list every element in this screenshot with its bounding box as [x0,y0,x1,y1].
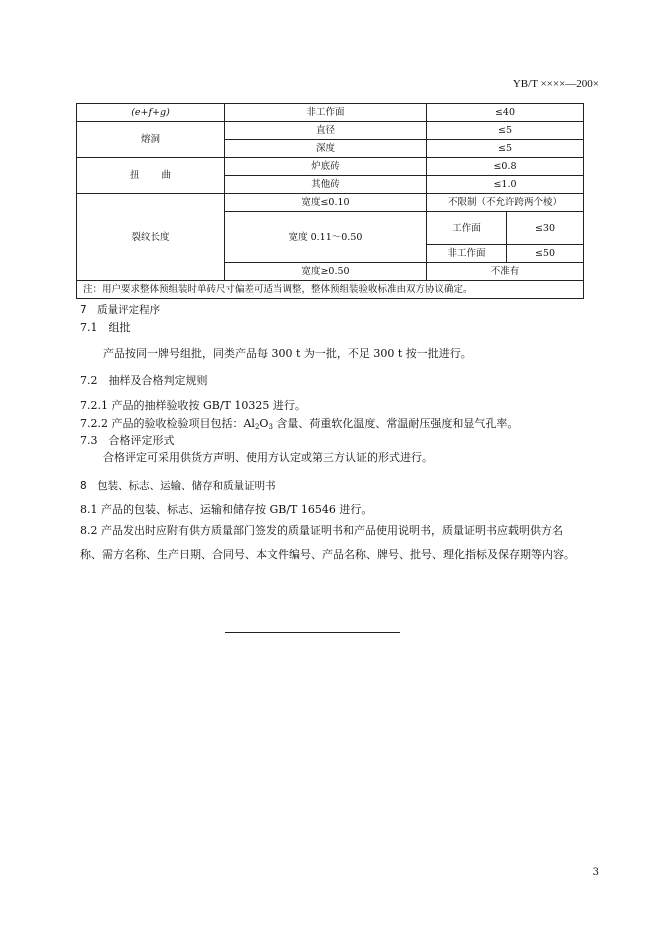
section-8-1: 8.1 产品的包装、标志、运输和储存按 GB/T 16546 进行。 [80,503,373,516]
face-label: 工作面 [427,212,507,245]
row-value: 不限制（不允许跨两个棱） [427,194,584,212]
section-7-3-title: 7.3 合格评定形式 [80,434,175,447]
section-8-2-line-1: 8.2 产品发出时应附有供方质量部门签发的质量证明书和产品使用说明书，质量证明书应载明供方名 [80,524,563,537]
row-label [77,158,225,194]
face-value: ≤30 [507,212,584,245]
table-row [77,104,584,122]
row-sub-label: 宽度 0.11～0.50 [225,212,427,263]
section-7-2-2 [80,417,518,434]
row-sub-label: 宽度≥0.50 [225,263,427,281]
row-sub-label: 直径 [225,122,427,140]
subscript: 3 [268,423,273,431]
row-value: ≤40 [427,104,584,122]
end-rule [225,632,400,633]
row-label: 裂纹长度 [77,194,225,281]
page-number: 3 [592,867,599,878]
table-row [77,194,584,212]
section-7-title: 7 质量评定程序 [80,304,161,316]
row-label: 熔洞 [77,122,225,158]
row-label-part: 扭 [129,170,140,181]
section-7-3-text: 合格评定可采用供货方声明、使用方认定或第三方认证的形式进行。 [103,451,433,464]
row-value: ≤0.8 [427,158,584,176]
section-7-2-title: 7.2 抽样及合格判定规则 [80,374,208,387]
subscript: 2 [254,423,260,431]
table-note-row [77,281,584,299]
section-8-2-line-2: 称、需方名称、生产日期、合同号、本文件编号、产品名称、牌号、批号、理化指标及保存期等内容。 [80,548,575,561]
table-row [77,158,584,176]
table-row [77,122,584,140]
row-sub-label: 深度 [225,140,427,158]
section-7-2-1: 7.2.1 产品的抽样验收按 GB/T 10325 进行。 [80,399,306,412]
row-sub-label: 非工作面 [225,104,427,122]
section-7-1-text: 产品按同一牌号组批，同类产品每 300 t 为一批，不足 300 t 按一批进行。 [103,347,472,360]
section-8-title: 8 包装、标志、运输、储存和质量证明书 [80,480,276,492]
row-value: ≤5 [427,140,584,158]
section-7-2-2-part: 7.2.2 产品的验收检验项目包括：Al [80,417,255,430]
appearance-tolerance-table [76,103,584,299]
row-value: ≤5 [427,122,584,140]
row-sub-label: 宽度≤0.10 [225,194,427,212]
document-code: YB/T ××××—200× [512,78,599,90]
section-7-2-2-part: O [259,417,269,430]
face-label: 非工作面 [427,245,507,263]
row-label: (e+f+g) [77,104,225,122]
table-note: 注：用户要求整体预组装时单砖尺寸偏差可适当调整，整体预组装验收标准由双方协议确定。 [77,281,584,299]
face-value: ≤50 [507,245,584,263]
row-sub-label: 其他砖 [225,176,427,194]
row-label-part: 曲 [161,170,172,181]
row-sub-label: 炉底砖 [225,158,427,176]
row-value: ≤1.0 [427,176,584,194]
row-value: 不准有 [427,263,584,281]
section-7-2-2-part: 含量、荷重软化温度、常温耐压强度和显气孔率。 [272,417,519,430]
section-7-1-title: 7.1 组批 [80,321,131,334]
